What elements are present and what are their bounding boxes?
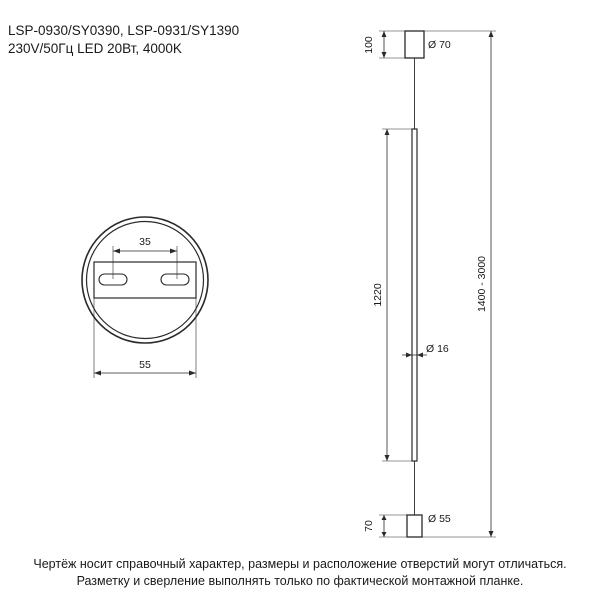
arrow-up <box>382 31 387 37</box>
lamp-tube <box>412 129 417 461</box>
disclaimer-line-2: Разметку и сверление выполнять только по фактической монтажной планке. <box>76 574 524 588</box>
arrow-right <box>189 371 196 376</box>
arrow-down <box>385 455 390 461</box>
mounting-slot-right <box>161 274 189 285</box>
arrow-left <box>417 353 423 358</box>
plate-width-label: 55 <box>139 359 151 371</box>
side-view <box>363 31 496 537</box>
disclaimer-line-1: Чертёж носит справочный характер, размеры и расположение отверстий могут отличаться. <box>33 557 567 571</box>
hole-spacing-label: 35 <box>139 236 151 248</box>
arrow-left <box>94 371 101 376</box>
arrow-up <box>489 31 494 37</box>
arrow-right <box>170 249 177 254</box>
arrow-down <box>489 531 494 537</box>
arrow-left <box>113 249 120 254</box>
mounting-plate <box>94 262 196 298</box>
end-cap-height-label: 70 <box>363 520 375 532</box>
tube-diameter-label: Ø 16 <box>426 343 449 355</box>
top-view <box>82 217 208 378</box>
arrow-right <box>406 353 412 358</box>
ceiling-canopy <box>405 31 424 58</box>
canopy-diameter-label: Ø 70 <box>428 39 451 51</box>
arrow-down <box>382 532 387 537</box>
model-numbers: LSP-0930/SY0390, LSP-0931/SY1390 <box>8 23 240 38</box>
electrical-specs: 230V/50Гц LED 20Вт, 4000K <box>8 41 182 56</box>
arrow-up <box>382 515 387 520</box>
total-height-label: 1400 - 3000 <box>476 255 488 313</box>
disclaimer <box>0 556 600 590</box>
canopy-height-label: 100 <box>363 36 375 54</box>
end-cap-diameter-label: Ø 55 <box>428 513 451 525</box>
arrow-down <box>382 52 387 58</box>
tube-length-label: 1220 <box>372 283 384 307</box>
arrow-up <box>385 129 390 135</box>
end-cap <box>407 515 422 537</box>
